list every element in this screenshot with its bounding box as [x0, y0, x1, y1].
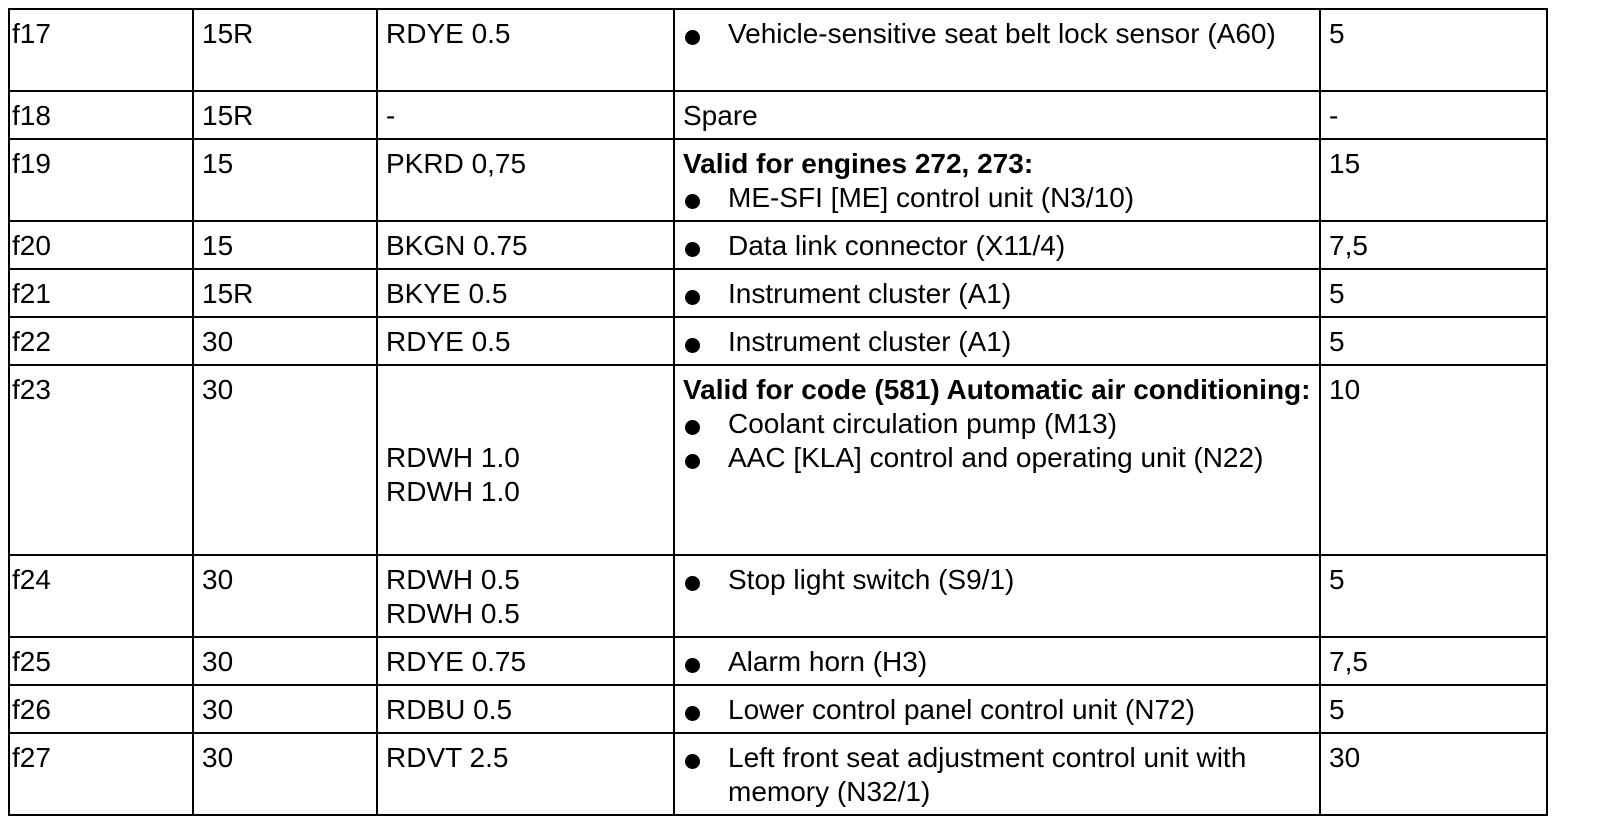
consumer-label: ME-SFI [ME] control unit (N3/10): [728, 182, 1135, 213]
consumer-label: Lower control panel control unit (N72): [728, 694, 1195, 725]
consumer-item: [683, 229, 1311, 263]
bullet-icon: [685, 706, 700, 721]
consumer-cell: [674, 685, 1320, 733]
consumer-item: [683, 181, 1311, 215]
wire-spec: RDWH 0.5: [386, 598, 520, 629]
bullet-icon: [685, 754, 700, 769]
wire-cell: [377, 221, 674, 269]
consumer-item: [683, 17, 1311, 51]
wire-spec: RDWH 0.5: [386, 564, 520, 595]
consumer-label: Left front seat adjustment control unit with memory (N32/1): [728, 742, 1247, 807]
wire-spec: BKGN 0.75: [386, 230, 528, 261]
consumer-cell: [674, 139, 1320, 221]
terminal-cell: 30: [193, 365, 377, 555]
consumer-cell: [674, 91, 1320, 139]
fuse-cell: f17: [9, 9, 193, 91]
consumer-label: AAC [KLA] control and operating unit (N22): [728, 442, 1264, 473]
table-row: [9, 91, 1547, 139]
bullet-icon: [685, 454, 700, 469]
fuse-cell: f23: [9, 365, 193, 555]
validity-header: Valid for engines 272, 273:: [683, 148, 1034, 179]
wire-cell: [377, 555, 674, 637]
table-row: [9, 637, 1547, 685]
consumer-cell: [674, 317, 1320, 365]
bullet-icon: [685, 290, 700, 305]
fuse-table-body: [9, 9, 1547, 815]
wire-cell: [377, 365, 674, 555]
consumer-item: [683, 325, 1311, 359]
table-row: [9, 9, 1547, 91]
bullet-icon: [685, 242, 700, 257]
wire-cell: [377, 685, 674, 733]
consumer-item: [683, 741, 1311, 809]
fuse-cell: f21: [9, 269, 193, 317]
table-row: [9, 733, 1547, 815]
wire-spec: [386, 407, 665, 441]
wire-cell: [377, 139, 674, 221]
consumer-item: [683, 693, 1311, 727]
amperage-cell: 5: [1320, 9, 1547, 91]
fuse-cell: f20: [9, 221, 193, 269]
amperage-cell: 5: [1320, 269, 1547, 317]
table-row: [9, 221, 1547, 269]
table-row: [9, 685, 1547, 733]
amperage-cell: 30: [1320, 733, 1547, 815]
table-row: [9, 139, 1547, 221]
wire-cell: [377, 91, 674, 139]
consumer-item: [683, 563, 1311, 597]
wire-cell: [377, 317, 674, 365]
consumer-label: Coolant circulation pump (M13): [728, 408, 1118, 439]
fuse-cell: f24: [9, 555, 193, 637]
bullet-icon: [685, 338, 700, 353]
consumer-label: Vehicle-sensitive seat belt lock sensor (A60): [728, 18, 1276, 49]
wire-spec: PKRD 0,75: [386, 148, 527, 179]
wire-cell: [377, 9, 674, 91]
amperage-cell: 10: [1320, 365, 1547, 555]
consumer-label: Alarm horn (H3): [728, 646, 928, 677]
terminal-cell: 15: [193, 139, 377, 221]
fuse-table: [8, 8, 1548, 816]
terminal-cell: 15R: [193, 9, 377, 91]
consumer-cell: [674, 9, 1320, 91]
terminal-cell: 15R: [193, 91, 377, 139]
terminal-cell: 15: [193, 221, 377, 269]
consumer-cell: [674, 555, 1320, 637]
consumer-text: Spare: [683, 100, 758, 131]
consumer-cell: [674, 637, 1320, 685]
bullet-icon: [685, 658, 700, 673]
amperage-cell: 7,5: [1320, 637, 1547, 685]
fuse-cell: f25: [9, 637, 193, 685]
amperage-cell: 15: [1320, 139, 1547, 221]
fuse-cell: f27: [9, 733, 193, 815]
wire-spec: RDBU 0.5: [386, 694, 513, 725]
wire-spec: BKYE 0.5: [386, 278, 508, 309]
consumer-item: [683, 645, 1311, 679]
consumer-label: Instrument cluster (A1): [728, 326, 1012, 357]
consumer-item: [683, 441, 1311, 475]
bullet-icon: [685, 30, 700, 45]
consumer-label: Instrument cluster (A1): [728, 278, 1012, 309]
fuse-cell: f19: [9, 139, 193, 221]
wire-spec: RDVT 2.5: [386, 742, 509, 773]
bullet-icon: [685, 420, 700, 435]
wire-spec: RDWH 1.0: [386, 476, 520, 507]
consumer-cell: [674, 269, 1320, 317]
wire-spec: RDWH 1.0: [386, 442, 520, 473]
consumer-cell: [674, 221, 1320, 269]
wire-cell: [377, 269, 674, 317]
consumer-cell: [674, 733, 1320, 815]
table-row: [9, 365, 1547, 555]
consumer-item: [683, 407, 1311, 441]
amperage-cell: -: [1320, 91, 1547, 139]
wire-cell: [377, 733, 674, 815]
bullet-icon: [685, 576, 700, 591]
amperage-cell: 7,5: [1320, 221, 1547, 269]
terminal-cell: 30: [193, 317, 377, 365]
terminal-cell: 15R: [193, 269, 377, 317]
table-row: [9, 317, 1547, 365]
table-row: [9, 269, 1547, 317]
amperage-cell: 5: [1320, 317, 1547, 365]
table-row: [9, 555, 1547, 637]
bullet-icon: [685, 194, 700, 209]
amperage-cell: 5: [1320, 685, 1547, 733]
terminal-cell: 30: [193, 685, 377, 733]
wire-spec: RDYE 0.5: [386, 326, 511, 357]
wire-spec: -: [386, 100, 396, 131]
fuse-cell: f22: [9, 317, 193, 365]
consumer-item: [683, 277, 1311, 311]
fuse-cell: f18: [9, 91, 193, 139]
wire-spec: RDYE 0.75: [386, 646, 527, 677]
fuse-cell: f26: [9, 685, 193, 733]
consumer-cell: [674, 365, 1320, 555]
wire-spec: RDYE 0.5: [386, 18, 511, 49]
wire-cell: [377, 637, 674, 685]
consumer-label: Stop light switch (S9/1): [728, 564, 1015, 595]
validity-header: Valid for code (581) Automatic air conditioning:: [683, 374, 1311, 405]
terminal-cell: 30: [193, 637, 377, 685]
wire-spec: [386, 373, 665, 407]
amperage-cell: 5: [1320, 555, 1547, 637]
terminal-cell: 30: [193, 733, 377, 815]
consumer-label: Data link connector (X11/4): [728, 230, 1066, 261]
terminal-cell: 30: [193, 555, 377, 637]
